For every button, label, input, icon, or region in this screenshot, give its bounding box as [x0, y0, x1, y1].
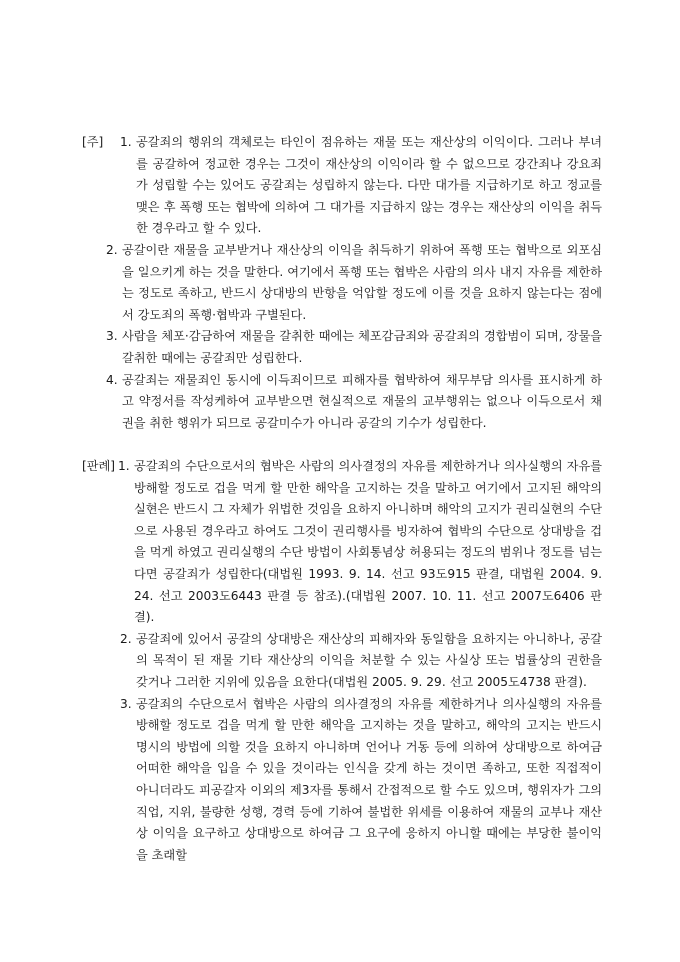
notes-tag: [주] [82, 135, 104, 149]
note-item-text: 사람을 체포·감금하여 재물을 갈취한 때에는 체포감금죄와 공갈죄의 경합범이 되며, 장물을 갈취한 때에는 공갈죄만 성립한다. [122, 329, 602, 365]
case-item-text: 공갈죄의 수단으로서의 협박은 사람의 의사결정의 자유를 제한하거나 의사실행의 자유를 방해할 정도로 겁을 먹게 할 만한 해악을 고지하는 것을 말하고 여기에서 고지된 해악의 실현은 반드시 그 자체가 위법한 것임을 요하지 아니하며 해악의 고지가 권리실현의 수단으로 사용된 경우라고 하여도 그것이 권리행사를 빙자하여 협박의 수단으로 상대방을 겁을 먹게 하였고 권리실행의 수단 방법이 사회통념상 허용되는 정도의 범위나 정도를 넘는다면 공갈죄가 성립한다(대법원 1993. 9. 14. 선고 93도915 판결, 대법원 2004. 9. 24. 선고 2003도6443 판결 등 참조).(대법원 2007. 10. 11. 선고 2007도6406 판결). [134, 459, 602, 625]
note-item-3 [106, 326, 602, 369]
case-item-number: 3. [120, 696, 132, 711]
note-item-number: 2. [106, 242, 118, 257]
note-item-number: 4. [106, 372, 118, 387]
case-item-number: 1. [118, 459, 130, 473]
note-item-1 [120, 132, 602, 240]
case-item-number: 2. [120, 631, 132, 646]
note-item-text: 공갈이란 재물을 교부받거나 재산상의 이익을 취득하기 위하여 폭행 또는 협박으로 외포심을 일으키게 하는 것을 말한다. 여기에서 폭행 또는 협박은 사람의 의사 내지 자유를 제한하는 정도로 족하고, 반드시 상대방의 반항을 억압할 정도에 이를 것을 요하지 않는다는 점에서 강도죄의 폭행·협박과 구별된다. [122, 242, 602, 322]
note-item-text: 공갈죄의 행위의 객체로는 타인이 점유하는 재물 또는 재산상의 이익이다. 그러나 부녀를 공갈하여 정교한 경우는 그것이 재산상의 이익이라 할 수 없으므로 강간죄나 강요죄가 성립할 수는 있어도 공갈죄는 성립하지 않는다. 다만 대가를 지급하기로 하고 정교를 맺은 후 폭행 또는 협박에 의하여 그 대가를 지급하지 않는 경우는 재산상의 이익을 취득한 경우라고 할 수 있다. [136, 135, 602, 236]
case-item-2 [120, 629, 602, 694]
case-item-3 [120, 694, 602, 867]
note-item-number: 3. [106, 329, 118, 344]
notes-section [82, 132, 602, 434]
note-item-number: 1. [120, 135, 132, 149]
cases-section [82, 456, 602, 866]
cases-tag: [판례] [82, 459, 116, 473]
case-item-text: 공갈죄에 있어서 공갈의 상대방은 재산상의 피해자와 동일함을 요하지는 아니하나, 공갈의 목적이 된 재물 기타 재산상의 이익을 처분할 수 있는 사실상 또는 법률상의 권한을 갖거나 그러한 지위에 있음을 요한다(대법원 2005. 9. 29. 선고 2005도4738 판결). [136, 631, 602, 689]
note-item-4 [106, 370, 602, 435]
note-item-2 [106, 240, 602, 326]
note-item-text: 공갈죄는 재물죄인 동시에 이득죄이므로 피해자를 협박하여 채무부담 의사를 표시하게 하고 약정서를 작성케하여 교부받으면 현실적으로 재물의 교부행위는 없으나 이득으로서 채권을 취한 행위가 되므로 공갈미수가 아니라 공갈의 기수가 성립한다. [122, 372, 602, 430]
case-item-text: 공갈죄의 수단으로서 협박은 사람의 의사결정의 자유를 제한하거나 의사실행의 자유를 방해할 정도로 겁을 먹게 할 만한 해악을 고지하는 것을 말하고, 해악의 고지는 반드시 명시의 방법에 의할 것을 요하지 아니하며 언어나 거동 등에 의하여 상대방으로 하여금 어떠한 해악을 입을 수 있을 것이라는 인식을 갖게 하는 것이면 족하고, 또한 직접적이 아니더라도 피공갈자 이외의 제3자를 통해서 간접적으로 할 수도 있으며, 행위자가 그의 직업, 지위, 불량한 성행, 경력 등에 기하여 불법한 위세를 이용하여 재물의 교부나 재산상 이익을 요구하고 상대방으로 하여금 그 요구에 응하지 아니할 때에는 부당한 불이익을 초래할 [136, 696, 602, 862]
case-item-1 [118, 456, 602, 629]
